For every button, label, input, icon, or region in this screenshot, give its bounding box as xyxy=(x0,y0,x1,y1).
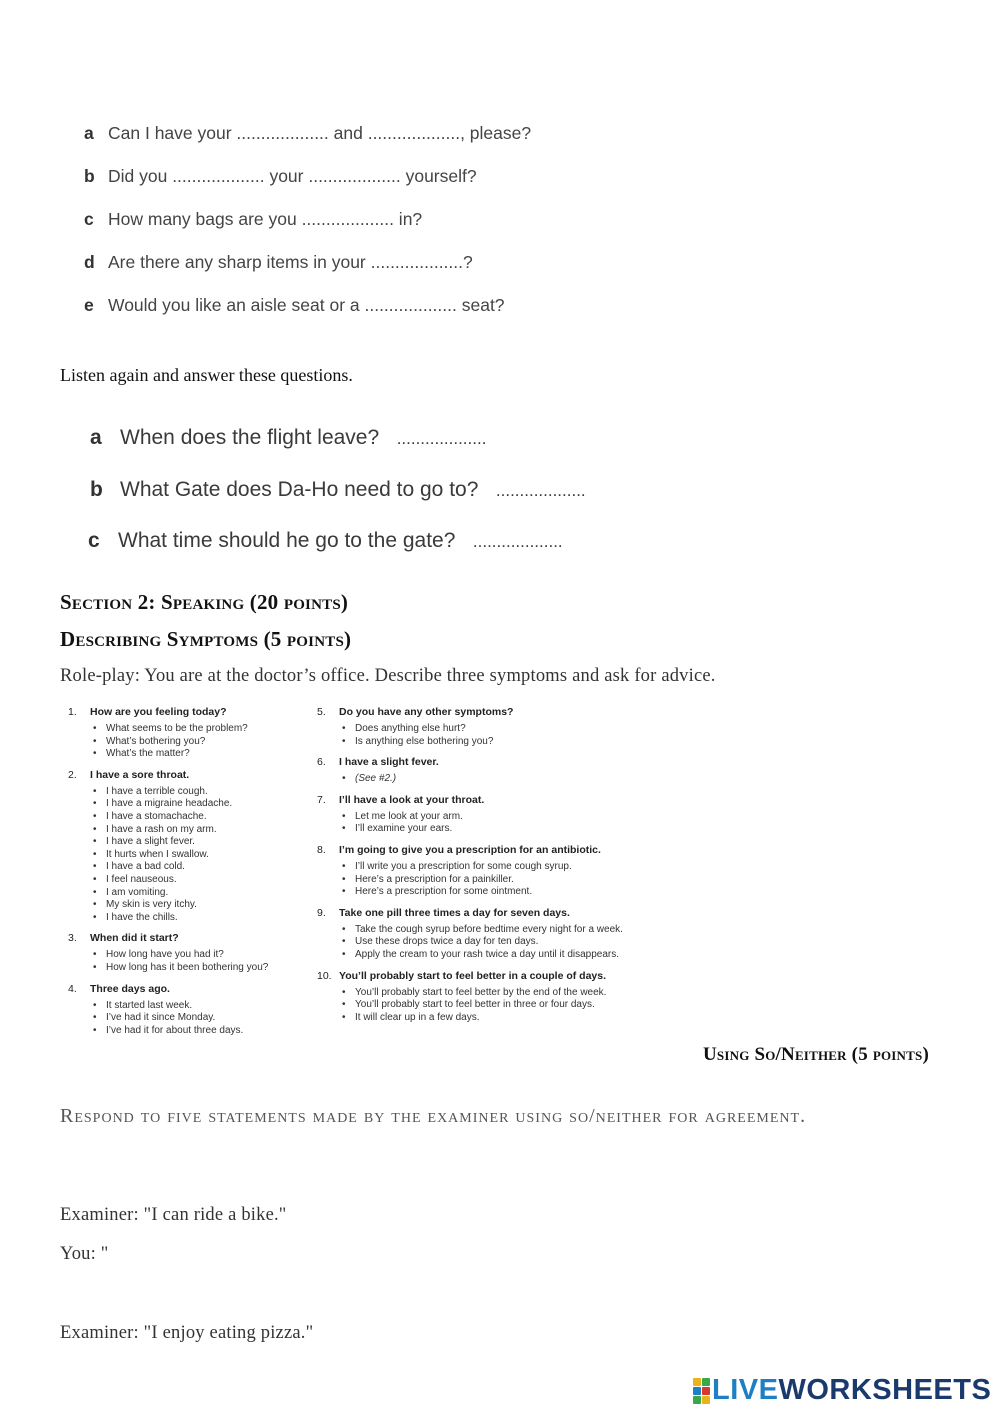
fill-question-c xyxy=(84,209,422,230)
question-letter: b xyxy=(90,478,103,501)
phrase-item: • Use these drops twice a day for ten days. xyxy=(355,936,697,949)
answer-blank[interactable]: ................... xyxy=(396,429,487,448)
logo-square xyxy=(693,1387,701,1395)
question-text: When does the flight leave? xyxy=(120,426,380,449)
describing-symptoms-title: Describing Symptoms (5 points) xyxy=(60,627,352,651)
examiner-line-2: Examiner: "I enjoy eating pizza." xyxy=(60,1323,314,1343)
phrase-heading: 8. I’m going to give you a prescription for an antibiotic. xyxy=(317,843,601,856)
phrase-item: • Take the cough syrup before bedtime every night for a week. xyxy=(355,924,697,937)
liveworksheets-logo xyxy=(693,1375,991,1405)
fill-question-d xyxy=(84,252,473,273)
logo-square xyxy=(702,1396,710,1404)
fill-question-a xyxy=(84,123,531,144)
question-letter: b xyxy=(84,166,95,186)
phrase-list xyxy=(317,773,697,786)
phrase-list xyxy=(317,811,697,836)
logo-text-worksheets: WORKSHEETS xyxy=(778,1373,992,1406)
phrase-item: • I’ve had it for about three days. xyxy=(106,1025,308,1038)
question-letter: a xyxy=(90,426,102,449)
question-letter: e xyxy=(84,295,94,315)
section-2-title: Section 2: Speaking (20 points) xyxy=(60,590,349,614)
phrase-item: • I have a terrible cough. xyxy=(106,786,308,799)
phrase-heading: 10. You’ll probably start to feel better in a couple of days. xyxy=(317,969,607,982)
phrase-item: • (See #2.) xyxy=(355,773,697,786)
phrase-heading: 9. Take one pill three times a day for seven days. xyxy=(317,906,570,919)
question-text: How many bags are you ................... in? xyxy=(108,209,423,229)
phrase-list xyxy=(317,924,697,962)
phrase-item: • I’ve had it since Monday. xyxy=(106,1012,308,1025)
phrase-item: • What’s bothering you? xyxy=(106,736,308,749)
you-line-1[interactable]: You: " xyxy=(60,1244,109,1264)
roleplay-instruction: Role-play: You are at the doctor’s office. Describe three symptoms and ask for advice. xyxy=(60,666,716,686)
phrase-list xyxy=(68,1000,308,1038)
phrase-item: • Here’s a prescription for a painkiller. xyxy=(355,874,697,887)
listen-instruction: Listen again and answer these questions. xyxy=(60,365,353,385)
question-text: What time should he go to the gate? xyxy=(118,529,456,552)
phrase-item: • It hurts when I swallow. xyxy=(106,849,308,862)
phrase-list xyxy=(317,987,697,1025)
phrase-item: • What’s the matter? xyxy=(106,748,308,761)
phrase-list-right-column xyxy=(317,706,697,1032)
listen-question-b xyxy=(90,478,586,502)
phrase-list xyxy=(317,861,697,899)
answer-blank[interactable]: ................... xyxy=(495,481,586,500)
fill-question-b xyxy=(84,166,477,187)
so-neither-title: Using So/Neither (5 points) xyxy=(703,1044,929,1065)
examiner-line-1: Examiner: "I can ride a bike." xyxy=(60,1205,287,1225)
logo-square xyxy=(693,1396,701,1404)
phrase-heading: 2. I have a sore throat. xyxy=(68,768,190,781)
phrase-list xyxy=(317,723,697,748)
phrase-item: • How long has it been bothering you? xyxy=(106,962,308,975)
phrase-item: • I’ll write you a prescription for some cough syrup. xyxy=(355,861,697,874)
phrase-item: • You’ll probably start to feel better in three or four days. xyxy=(355,999,697,1012)
answer-blank[interactable]: ................... xyxy=(472,532,563,551)
logo-text-live: LIVE xyxy=(712,1373,779,1406)
phrase-item: • I feel nauseous. xyxy=(106,874,308,887)
phrase-item: • Does anything else hurt? xyxy=(355,723,697,736)
phrase-item: • It will clear up in a few days. xyxy=(355,1012,697,1025)
question-text: What Gate does Da-Ho need to go to? xyxy=(120,478,479,501)
phrase-item: • I have a bad cold. xyxy=(106,861,308,874)
listen-question-a xyxy=(90,426,486,450)
question-text: Would you like an aisle seat or a ................... seat? xyxy=(108,295,505,315)
phrase-list xyxy=(68,786,308,925)
phrase-heading: 1. How are you feeling today? xyxy=(68,706,227,718)
phrase-item: • How long have you had it? xyxy=(106,949,308,962)
phrase-heading: 3. When did it start? xyxy=(68,932,179,945)
phrase-item: • You’ll probably start to feel better by the end of the week. xyxy=(355,987,697,1000)
fill-question-e xyxy=(84,295,505,316)
phrase-list xyxy=(68,949,308,974)
phrase-item: • I am vomiting. xyxy=(106,887,308,900)
phrase-item: • I have a rash on my arm. xyxy=(106,824,308,837)
question-letter: d xyxy=(84,252,95,272)
phrase-item: • What seems to be the problem? xyxy=(106,723,308,736)
phrase-item: • I have a slight fever. xyxy=(106,836,308,849)
respond-instruction: Respond to five statements made by the examiner using so/neither for agreement. xyxy=(60,1105,807,1127)
logo-mark-icon xyxy=(693,1377,711,1403)
question-letter: c xyxy=(84,209,94,229)
phrase-item: • Is anything else bothering you? xyxy=(355,736,697,749)
phrase-item: • It started last week. xyxy=(106,1000,308,1013)
phrase-heading: 6. I have a slight fever. xyxy=(317,756,439,769)
phrase-heading: 7. I’ll have a look at your throat. xyxy=(317,793,485,806)
phrase-item: • I have a migraine headache. xyxy=(106,798,308,811)
question-text: Did you ................... your ................... yourself? xyxy=(108,166,477,186)
question-letter: a xyxy=(84,123,94,143)
listen-question-c xyxy=(88,529,563,553)
phrase-list xyxy=(68,723,308,761)
phrase-item: • I’ll examine your ears. xyxy=(355,823,697,836)
phrase-item: • Let me look at your arm. xyxy=(355,811,697,824)
question-text: Are there any sharp items in your ...................? xyxy=(108,252,473,272)
phrase-item: • Here’s a prescription for some ointment. xyxy=(355,886,697,899)
logo-square xyxy=(702,1378,710,1386)
phrase-item: • I have the chills. xyxy=(106,912,308,925)
phrase-item: • My skin is very itchy. xyxy=(106,899,308,912)
phrase-item: • Apply the cream to your rash twice a day until it disappears. xyxy=(355,949,697,962)
phrase-heading: 4. Three days ago. xyxy=(68,982,170,995)
question-text: Can I have your ................... and ..................., please? xyxy=(108,123,532,143)
phrase-heading: 5. Do you have any other symptoms? xyxy=(317,706,514,718)
phrase-list-left-column xyxy=(68,706,308,1045)
logo-square xyxy=(702,1387,710,1395)
phrase-item: • I have a stomachache. xyxy=(106,811,308,824)
question-letter: c xyxy=(88,529,100,552)
logo-square xyxy=(693,1378,701,1386)
